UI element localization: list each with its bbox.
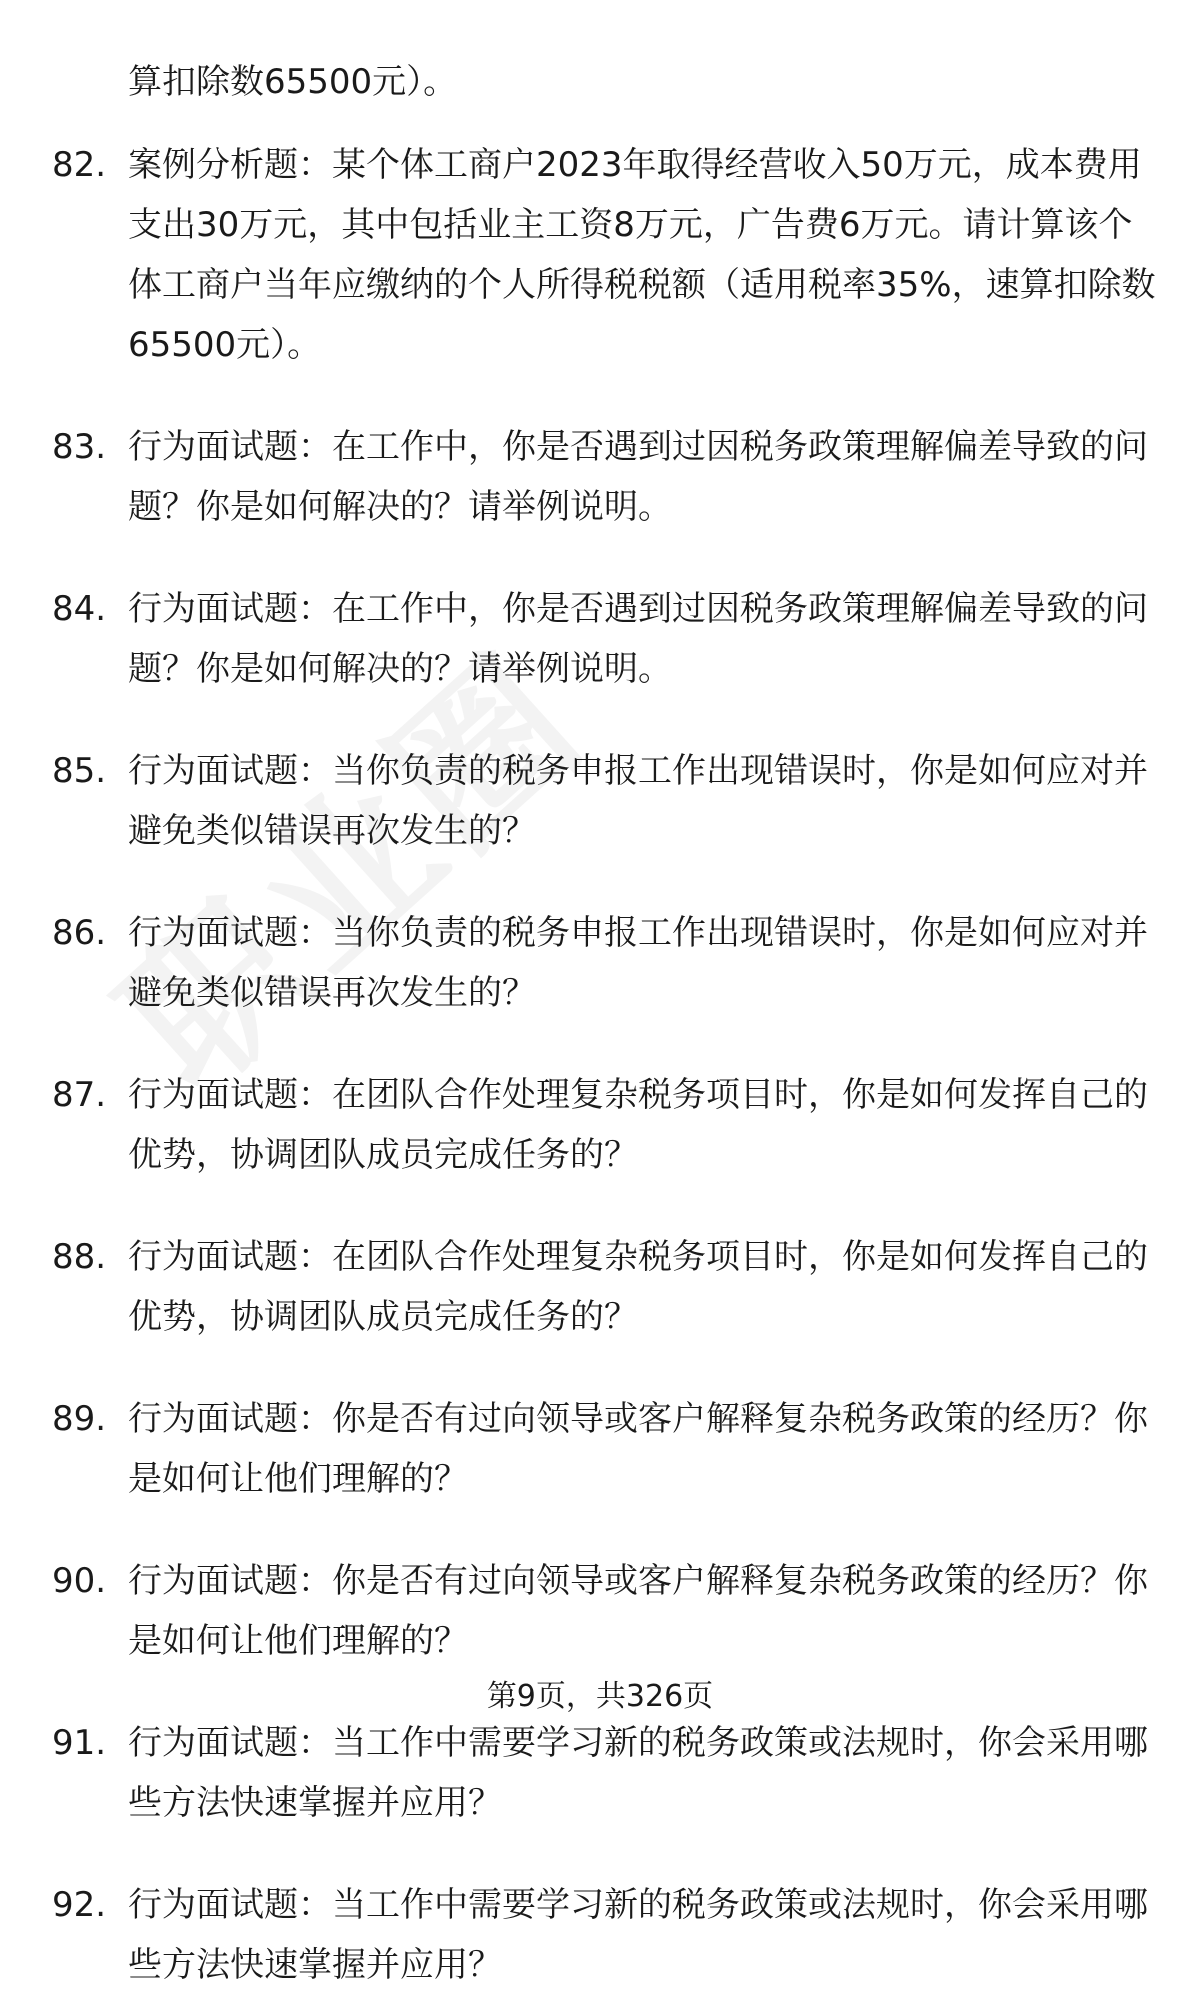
question-number: 87. <box>52 1075 107 1115</box>
question-item <box>0 1227 1200 1347</box>
question-text: 行为面试题：在工作中，你是否遇到过因税务政策理解偏差导致的问题？你是如何解决的？请举例说明。 <box>128 427 1148 527</box>
question-number: 86. <box>52 913 107 953</box>
question-text: 行为面试题：当工作中需要学习新的税务政策或法规时，你会采用哪些方法快速掌握并应用？ <box>128 1723 1148 1823</box>
question-number: 84. <box>52 589 107 629</box>
question-item <box>0 1389 1200 1509</box>
question-number: 83. <box>52 427 107 467</box>
question-item <box>0 1875 1200 1995</box>
question-item <box>0 1065 1200 1185</box>
question-item <box>0 741 1200 861</box>
question-text: 案例分析题：某个体工商户2023年取得经营收入50万元，成本费用支出30万元，其中包括业主工资8万元，广告费6万元。请计算该个体工商户当年应缴纳的个人所得税税额（适用税率35%，速算扣除数65500元）。 <box>128 145 1156 365</box>
question-text: 行为面试题：在团队合作处理复杂税务项目时，你是如何发挥自己的优势，协调团队成员完成任务的？ <box>128 1075 1148 1175</box>
question-item <box>0 1713 1200 1833</box>
question-number: 92. <box>52 1885 107 1925</box>
question-item <box>0 903 1200 1023</box>
question-text: 行为面试题：你是否有过向领导或客户解释复杂税务政策的经历？你是如何让他们理解的？ <box>128 1399 1148 1499</box>
question-number: 89. <box>52 1399 107 1439</box>
continuation-text: 算扣除数65500元）。 <box>128 62 458 102</box>
question-item <box>0 417 1200 537</box>
question-item <box>0 579 1200 699</box>
question-text: 行为面试题：你是否有过向领导或客户解释复杂税务政策的经历？你是如何让他们理解的？ <box>128 1561 1148 1661</box>
page-footer: 第9页，共326页 <box>486 1679 714 1714</box>
question-text: 行为面试题：当你负责的税务申报工作出现错误时，你是如何应对并避免类似错误再次发生的？ <box>128 751 1148 851</box>
question-item <box>0 135 1200 375</box>
question-number: 91. <box>52 1723 107 1763</box>
question-number: 85. <box>52 751 107 791</box>
question-number: 82. <box>52 145 107 185</box>
question-text: 行为面试题：在团队合作处理复杂税务项目时，你是如何发挥自己的优势，协调团队成员完成任务的？ <box>128 1237 1148 1337</box>
question-text: 行为面试题：当你负责的税务申报工作出现错误时，你是如何应对并避免类似错误再次发生的？ <box>128 913 1148 1013</box>
question-text: 行为面试题：当工作中需要学习新的税务政策或法规时，你会采用哪些方法快速掌握并应用？ <box>128 1885 1148 1985</box>
question-number: 90. <box>52 1561 107 1601</box>
question-item <box>0 1551 1200 1671</box>
question-text: 行为面试题：在工作中，你是否遇到过因税务政策理解偏差导致的问题？你是如何解决的？请举例说明。 <box>128 589 1148 689</box>
question-number: 88. <box>52 1237 107 1277</box>
